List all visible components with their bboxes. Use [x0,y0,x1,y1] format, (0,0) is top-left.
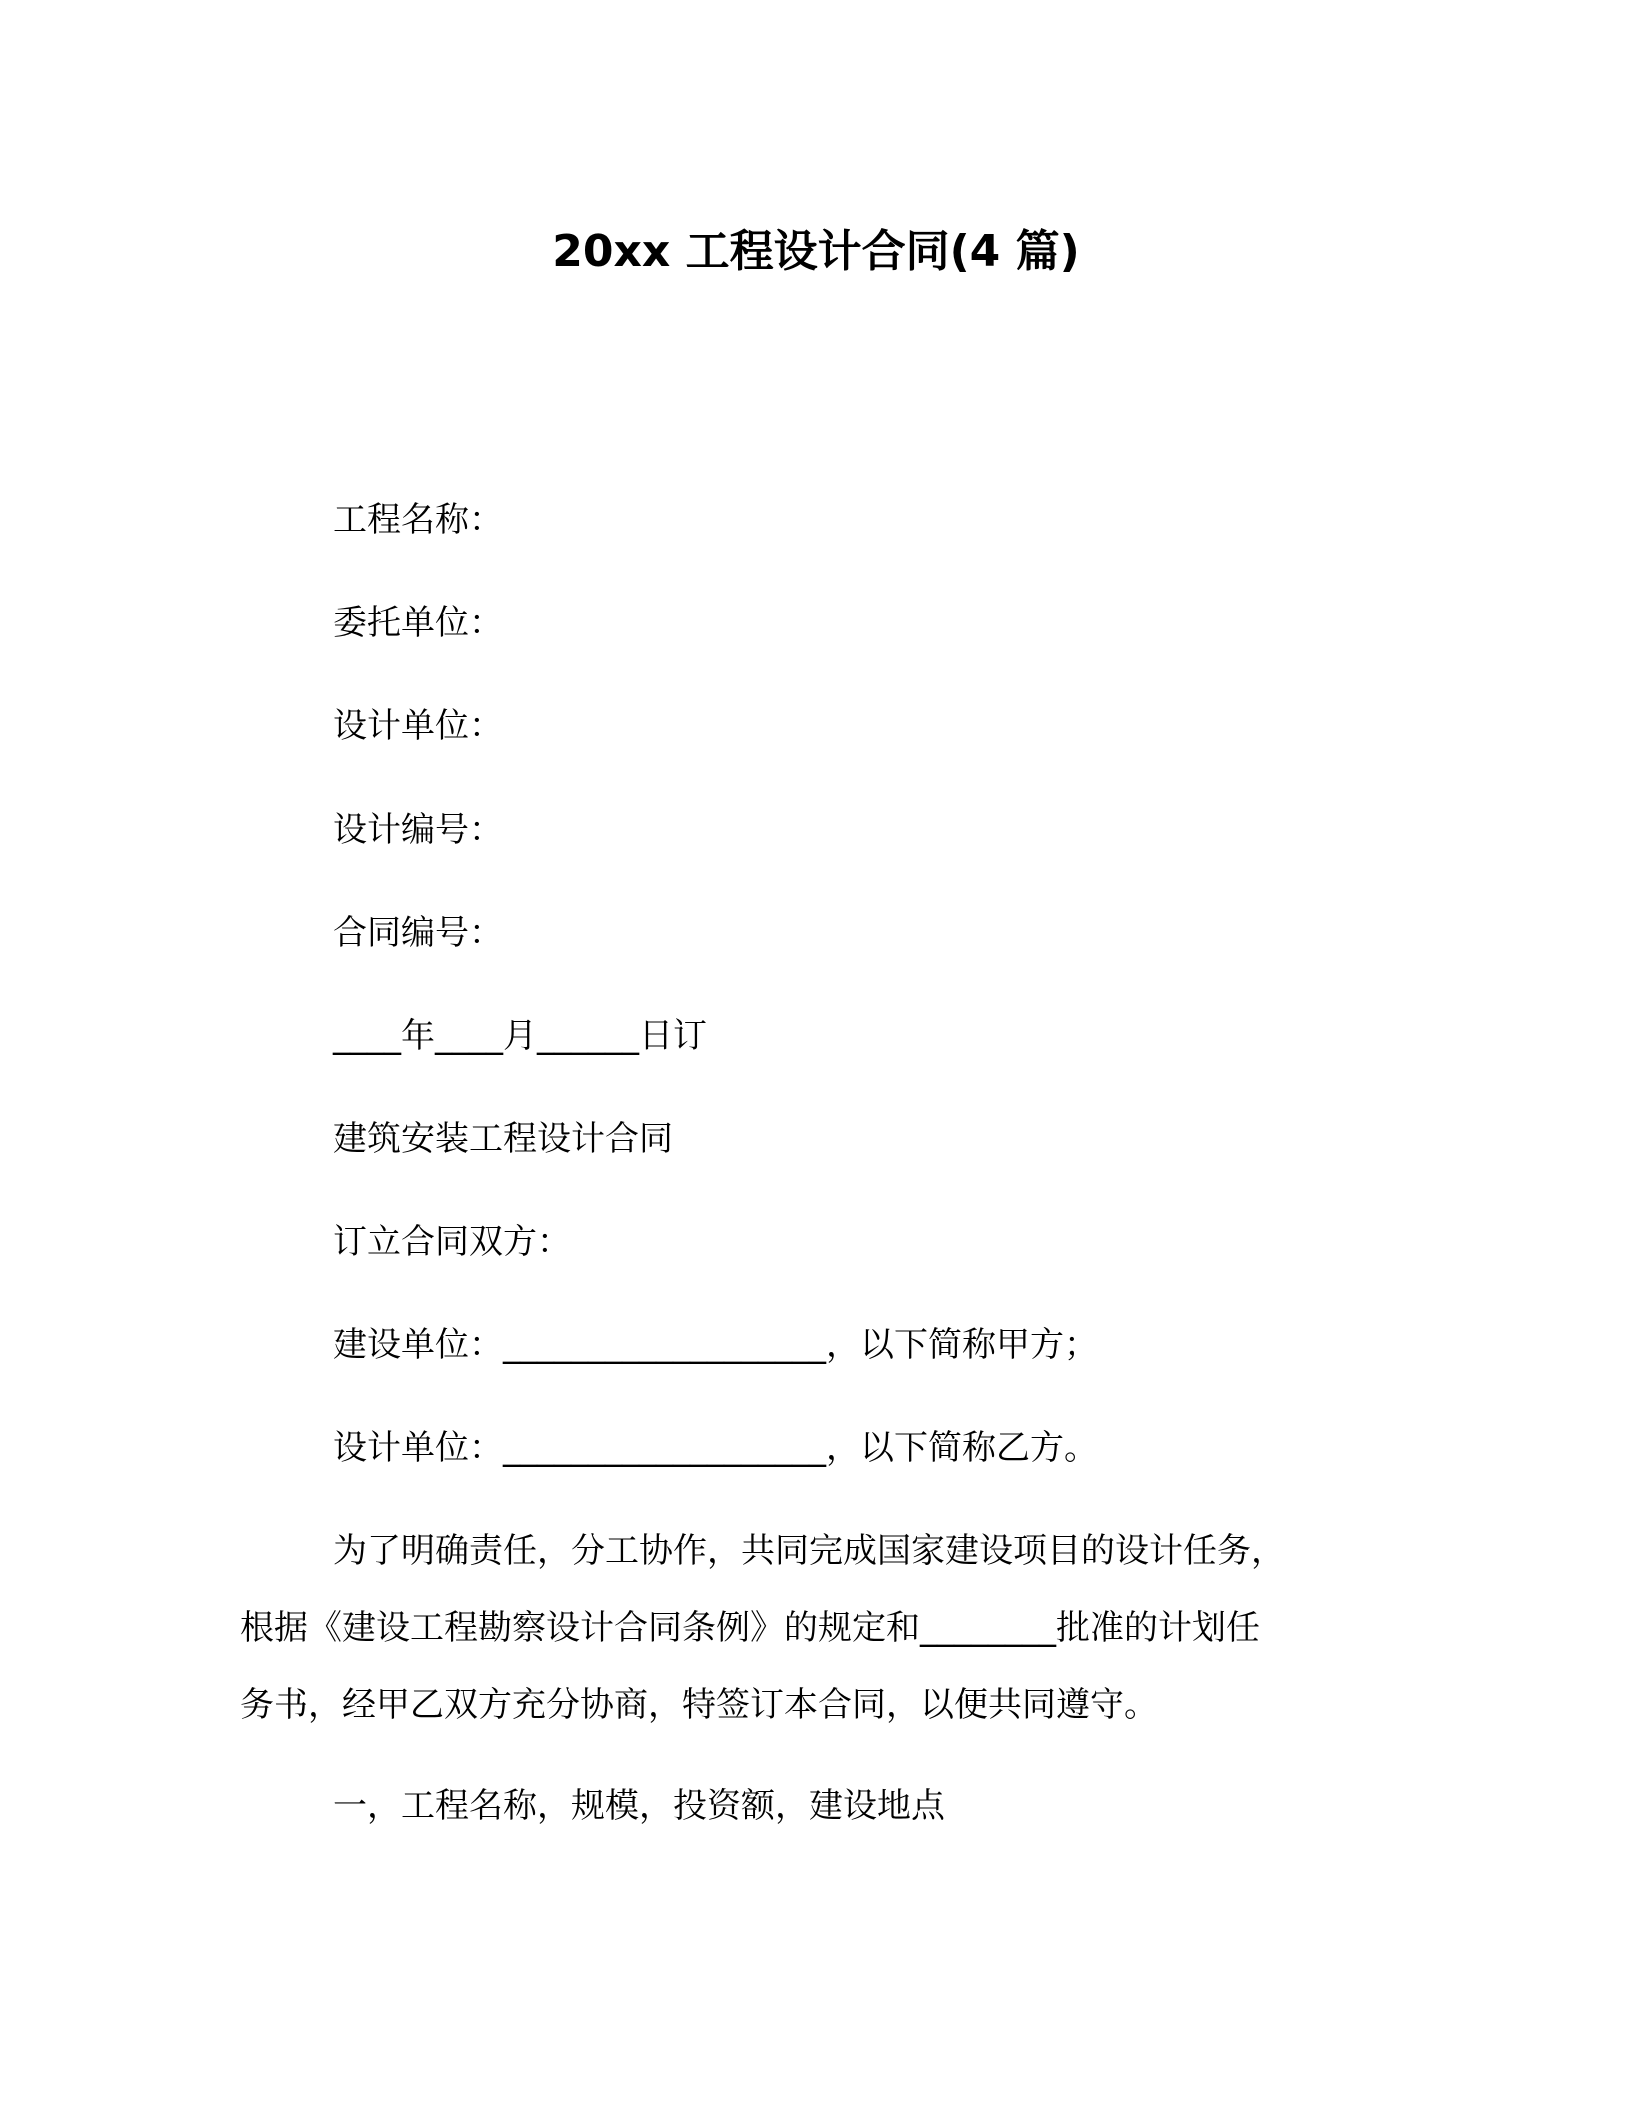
date-line: ____年____月______日订 [333,1016,707,1056]
party-a-line: 建设单位：___________________，以下简称甲方； [333,1325,1098,1365]
field-design-number: 设计编号： [333,810,503,850]
intro-line-1: 为了明确责任，分工协作，共同完成国家建设项目的设计任务， [333,1531,1285,1571]
document-title: 20xx 工程设计合同(4 篇) [552,226,1080,277]
field-project-name: 工程名称： [333,500,503,540]
section-1-heading: 一，工程名称，规模，投资额，建设地点 [333,1786,945,1826]
party-b-line: 设计单位：___________________，以下简称乙方。 [333,1428,1098,1468]
intro-paragraph [240,1513,1380,1744]
field-contract-number: 合同编号： [333,913,503,953]
field-design-unit: 设计单位： [333,706,503,746]
intro-line-2: 根据《建设工程勘察设计合同条例》的规定和________批准的计划任 [240,1608,1260,1648]
parties-heading: 订立合同双方： [333,1222,571,1262]
field-client: 委托单位： [333,603,503,643]
contract-name: 建筑安装工程设计合同 [333,1119,673,1159]
intro-line-3: 务书，经甲乙双方充分协商，特签订本合同，以便共同遵守。 [240,1685,1158,1725]
